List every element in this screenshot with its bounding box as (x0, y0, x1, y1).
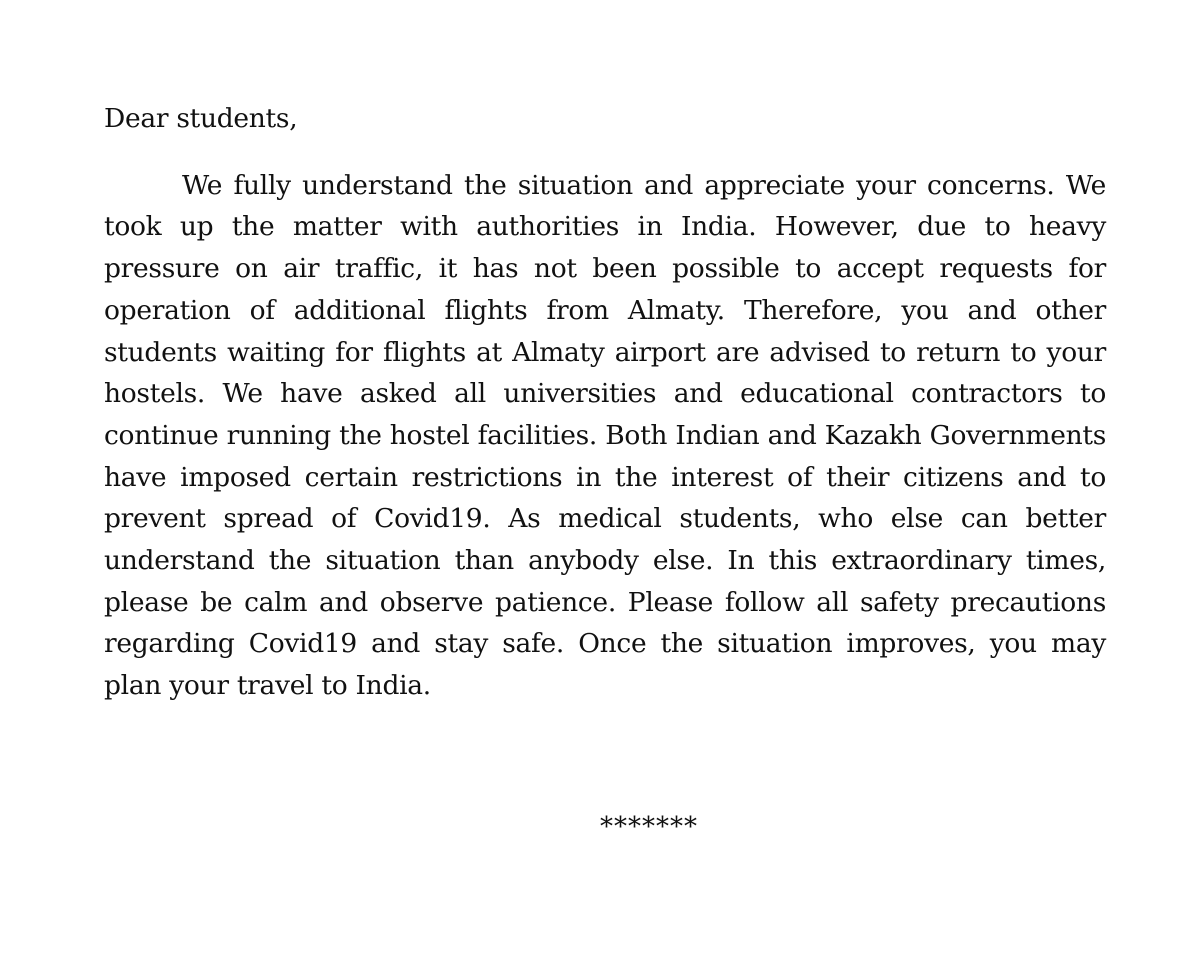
letter-body: We fully understand the situation and appreciate your concerns. We took up the matter with authorities in India. However, due to heavy pressure on air traffic, it has not been possible to accept requests for operation of additional flights from Almaty. Therefore, you and other students waiting for flights at Almaty airport are advised to return to your hostels. We have asked all universities and educational contractors to continue running the hostel facilities. Both Indian and Kazakh Governments have imposed certain restrictions in the interest of their citizens and to prevent spread of Covid19. As medical students, who else can better understand the situation than anybody else. In this extraordinary times, please be calm and observe patience. Please follow all safety precautions regarding Covid19 and stay safe. Once the situation improves, you may plan your travel to India. (104, 169, 1106, 702)
separator: ******* (600, 812, 698, 842)
salutation: Dear students, (104, 103, 298, 134)
letter (104, 98, 1106, 707)
